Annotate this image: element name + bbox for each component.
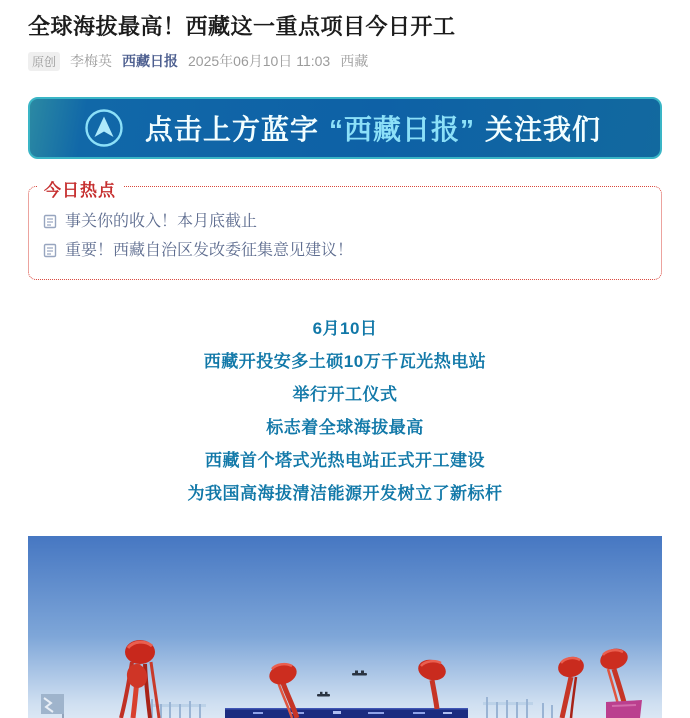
ceremony-photo-graphic	[28, 536, 662, 718]
body-line: 西藏首个塔式光热电站正式开工建设	[205, 451, 485, 470]
hot-topics-label: 今日热点	[37, 176, 123, 201]
body-line: 举行开工仪式	[292, 385, 398, 404]
body-line: 为我国高海拔清洁能源开发树立了新标杆	[187, 484, 503, 503]
banner-text-prefix: 点击上方蓝字	[144, 114, 319, 145]
banner-text-suffix: 关注我们	[485, 114, 602, 145]
body-line: 6月10日	[312, 319, 378, 338]
banner-account-name: “西藏日报”	[328, 114, 475, 145]
article-meta	[28, 51, 662, 71]
hot-topic-link[interactable]	[43, 236, 645, 265]
original-badge: 原创	[28, 52, 60, 71]
article-title: 全球海拔最高！西藏这一重点项目今日开工	[28, 14, 456, 39]
arrow-up-circle-icon	[84, 108, 124, 148]
hot-topic-link[interactable]	[43, 207, 645, 236]
article-body	[28, 312, 662, 510]
news-doc-icon	[43, 214, 57, 229]
publish-datetime: 2025年06月10日 11:03	[188, 53, 331, 69]
account-link[interactable]: 西藏日报	[122, 53, 179, 69]
banner-text	[140, 108, 606, 148]
hot-topics-box	[28, 181, 662, 280]
hot-topic-text: 重要！西藏自治区发改委征集意见建议！	[65, 242, 354, 259]
publish-location: 西藏	[340, 53, 369, 69]
hot-topic-text: 事关你的收入！本月底截止	[65, 213, 258, 230]
body-line: 西藏开投安多土硕10万千瓦光热电站	[203, 352, 487, 371]
ceremony-photo[interactable]	[28, 536, 662, 718]
news-doc-icon	[43, 243, 57, 258]
follow-banner[interactable]	[28, 97, 662, 159]
body-line: 标志着全球海拔最高	[266, 418, 424, 437]
author-name: 李梅英	[70, 53, 113, 69]
